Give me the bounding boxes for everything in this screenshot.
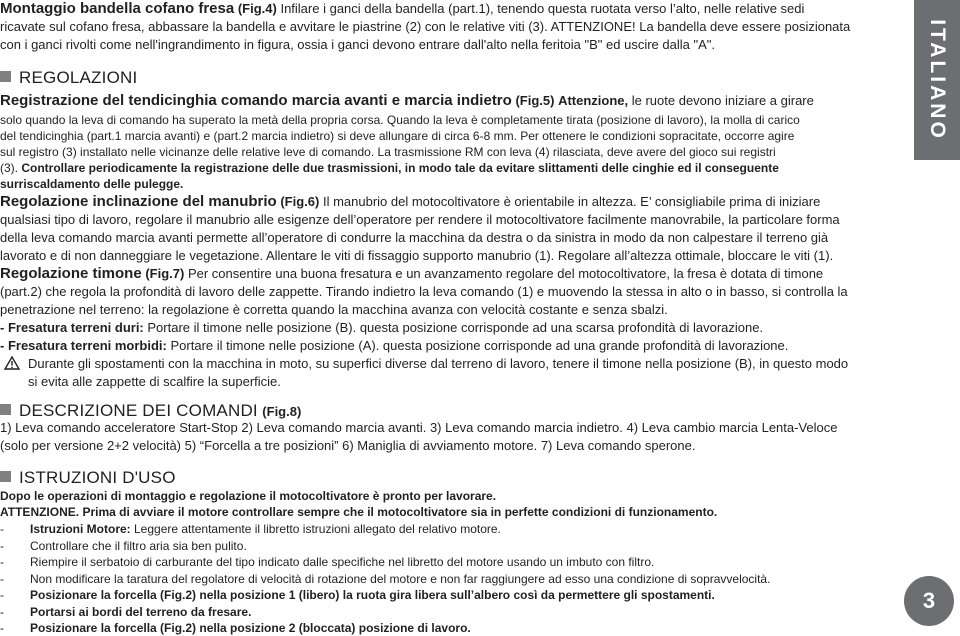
page-number: 3 <box>904 576 954 626</box>
assembly-line3: con i ganci rivolti come nell'ingrandimento in figura, ossia i ganci devono entrare dall'alto nella feritoia "B" ed uscire dalla "A". <box>0 37 715 52</box>
rudder-line3: penetrazione nel terreno: la regolazione è corretta quando la macchina avanza con velocità costante e senza sbalzi. <box>0 302 668 317</box>
handle-title-line: Regolazione inclinazione del manubrio (Fig.6) Il manubrio del motocoltivatore è orientabile in altezza. E’ consigliabile prima di iniziare <box>0 193 821 210</box>
instruction-item <box>0 554 654 570</box>
handle-title: Regolazione inclinazione del manubrio <box>0 193 277 210</box>
rudder-title-line: Regolazione timone (Fig.7) Per consentire una buona fresatura e un avanzamento regolare del motocoltivatore, la fresa è dotata di timone <box>0 265 824 282</box>
warning-triangle-icon <box>4 356 20 370</box>
list-dash: - <box>0 604 4 619</box>
belt-fig: (Fig.5) <box>515 93 555 108</box>
instruction-bold: Posizionare la forcella (Fig.2) nella posizione 1 (libero) la ruota gira libera sull’albero così da permettere gli spostamenti. <box>30 588 715 602</box>
belt-line5: (3). Controllare periodicamente la registrazione delle due trasmissioni, in modo tale da evitare slittamenti delle cinghie ed il conseguente <box>0 161 779 175</box>
belt-line4: sul registro (3) installato nelle vicinanze delle relative leve di comando. La trasmissione RM con leva (4) rilasciata, deve avere del gioco sui registri <box>0 145 776 159</box>
instruction-item <box>0 521 501 537</box>
rudder-title: Regolazione timone <box>0 265 142 282</box>
descrizione-line1: 1) Leva comando acceleratore Start-Stop 2) Leva comando marcia avanti. 3) Leva comando marcia indietro. 4) Leva cambio marcia Lenta-Veloce <box>0 420 838 435</box>
list-dash: - <box>0 588 4 602</box>
instruction-text: Non modificare la taratura del regolatore di velocità di rotazione del motore e non far raggiungere ad esso una condizione di sopravvelocità. <box>30 571 771 586</box>
descrizione-heading: DESCRIZIONE DEI COMANDI (Fig.8) <box>0 401 301 421</box>
rudder-line2: (part.2) che regola la profondità di lavoro delle zappette. Tirando indietro la leva comando (1) e muovendo la stessa in alto o in basso, si controlla la <box>0 284 848 299</box>
handle-line3: della leva comando marcia avanti permette all’operatore di condurre la macchina da destra o da sinistra in modo da non calpestare il terreno già <box>0 230 829 245</box>
instruction-bold: Posizionare la forcella (Fig.2) nella posizione 2 (bloccata) posizione di lavoro. <box>30 621 471 635</box>
belt-line2: solo quando la leva di comando ha superato la metà della propria corsa. Quando la leva è completamente tirata (posizione di lavoro), la molla di carico <box>0 113 800 127</box>
belt-line6: surriscaldamento delle pulegge. <box>0 177 184 191</box>
regolazioni-heading: REGOLAZIONI <box>0 68 137 88</box>
instruction-item <box>0 604 251 620</box>
belt-title: Registrazione del tendicinghia comando marcia avanti e marcia indietro <box>0 92 512 109</box>
list-dash: - <box>0 621 4 635</box>
descrizione-line2: (solo per versione 2+2 velocità) 5) “Forcella a tre posizioni” 6) Maniglia di avviamento motore. 7) Leva comando sperone. <box>0 438 696 453</box>
instruction-item <box>0 571 770 587</box>
instruction-bold: Istruzioni Motore: <box>30 522 134 536</box>
assembly-title: Montaggio bandella cofano fresa <box>0 0 235 17</box>
handle-line4: lavorato e di non danneggiare le vegetazione. Allentare le viti di fissaggio supporto manubrio (1). Regolare all’altezza ottimale, bloccare le viti (1). <box>0 248 834 263</box>
soft-ground-line: - Fresatura terreni morbidi: Portare il timone nelle posizione (A). questa posizione corrisponde ad una grande profondità di lavorazione. <box>0 338 789 353</box>
hard-ground-line: - Fresatura terreni duri: Portare il timone nelle posizione (B). questa posizione corrisponde ad una scarsa profondità di lavorazione. <box>0 320 764 335</box>
handle-line2: qualsiasi tipo di lavoro, regolare il manubrio alle esigenze dell’operatore per rendere il motocoltivatore facilmente manovrabile, la particolare forma <box>0 212 840 227</box>
istruzioni-intro: Dopo le operazioni di montaggio e regolazione il motocoltivatore è pronto per lavorare. <box>0 489 497 503</box>
assembly-line1: Infilare i ganci della bandella (part.1), tenendo questa ruotata verso l’alto, nelle relative sedi <box>280 1 805 16</box>
assembly-line2: ricavate sul cofano fresa, abbassare la bandella e avvitare le piastrine (2) con le relative viti (3). ATTENZIONE! La bandella deve essere posizionata <box>0 19 851 34</box>
instruction-item <box>0 620 471 636</box>
section-square-icon <box>0 471 11 482</box>
list-dash: - <box>0 555 4 569</box>
istruzioni-heading: ISTRUZIONI D'USO <box>0 468 176 488</box>
belt-line3: del tendicinghia (part.1 marcia avanti) e (part.2 marcia indietro) si deve allungare di circa 6-8 mm. Per ottenere le condizioni sopracitate, occorre agire <box>0 129 795 143</box>
section-square-icon <box>0 404 11 415</box>
instruction-text: Leggere attentamente il libretto istruzioni allegato del relativo motore. <box>134 522 501 536</box>
instruction-item <box>0 587 715 603</box>
warning-line2: si evita alle zappette di scalfire la superficie. <box>28 374 281 389</box>
instruction-bold: Portarsi ai bordi del terreno da fresare. <box>30 604 252 619</box>
istruzioni-attention: ATTENZIONE. Prima di avviare il motore controllare sempre che il motocoltivatore sia in perfette condizioni di funzionamento. <box>0 505 718 519</box>
assembly-title-line <box>0 0 804 17</box>
belt-title-line: Registrazione del tendicinghia comando marcia avanti e marcia indietro (Fig.5) Attenzione, le ruote devono iniziare a girare <box>0 92 814 109</box>
instruction-text: Riempire il serbatoio di carburante del tipo indicato dalle specifiche nel libretto del motore usando un imbuto con filtro. <box>30 555 655 569</box>
list-dash: - <box>0 538 4 553</box>
language-tab <box>914 0 960 160</box>
section-square-icon <box>0 71 11 82</box>
language-label: ITALIANO <box>926 19 949 141</box>
assembly-fig: (Fig.4) <box>237 1 277 16</box>
list-dash: - <box>0 571 4 586</box>
list-dash: - <box>0 522 4 536</box>
instruction-text: Controllare che il filtro aria sia ben pulito. <box>30 538 247 553</box>
warning-line1: Durante gli spostamenti con la macchina in moto, su superfici diverse dal terreno di lavoro, tenere il timone nella posizione (B), in questo modo <box>4 355 848 372</box>
instruction-item <box>0 538 247 554</box>
